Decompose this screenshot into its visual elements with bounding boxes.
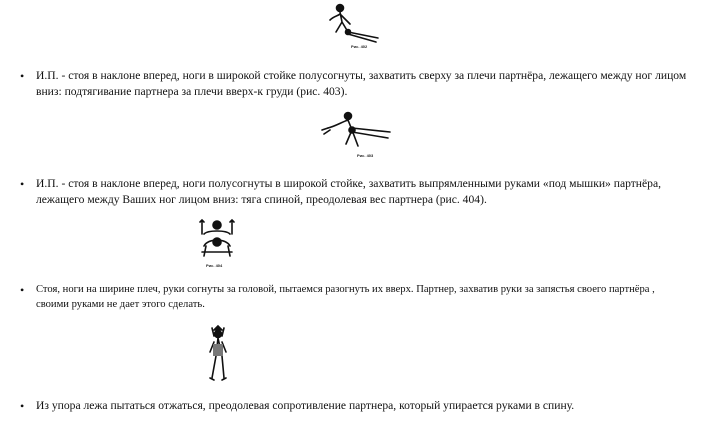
bullet-icon: • bbox=[20, 399, 25, 413]
figure-1-caption: Рис. 402 bbox=[351, 44, 368, 49]
exercise-text: Стоя, ноги на ширине плеч, руки согнуты за головой, пытаемся разогнуть их вверх. Партнер, захватив руки за запястья своего партнёра , своими руками не дает этого сделать. bbox=[36, 284, 655, 310]
list-item bbox=[20, 68, 690, 102]
figure-4-drawing bbox=[200, 322, 236, 384]
list-item bbox=[20, 282, 690, 312]
exercise-figure-3 bbox=[194, 216, 240, 262]
bullet-icon: • bbox=[20, 283, 25, 297]
exercise-figure-1 bbox=[318, 2, 382, 48]
exercise-figure-4 bbox=[200, 322, 236, 384]
list-item bbox=[20, 176, 690, 210]
bullet-icon: • bbox=[20, 69, 25, 83]
figure-3-caption: Рис. 404 bbox=[206, 263, 223, 268]
exercise-text: Из упора лежа пытаться отжаться, преодолевая сопротивление партнера, который упирается руками в спину. bbox=[36, 399, 575, 412]
bullet-icon: • bbox=[20, 177, 25, 191]
exercise-text: И.П. - стоя в наклоне вперед, ноги в широкой стойке полусогнуты, захватить сверху за плечи партнёра, лежащего между ног лицом вниз: подтягивание партнера за плечи вверх-к груди (рис. 403). bbox=[36, 69, 687, 98]
exercise-figure-2 bbox=[318, 108, 392, 156]
figure-3-drawing bbox=[194, 216, 240, 262]
figure-2-drawing bbox=[318, 108, 392, 156]
list-item bbox=[20, 398, 690, 416]
figure-1-drawing bbox=[318, 2, 382, 48]
exercise-text: И.П. - стоя в наклоне вперед, ноги полусогнуты в широкой стойке, захватить выпрямленными руками «под мышки» партнёра, лежащего между Ваших ног лицом вниз: тяга спиной, преодолевая вес партнера (рис. 404). bbox=[36, 177, 661, 206]
figure-2-caption: Рис. 403 bbox=[357, 153, 374, 158]
